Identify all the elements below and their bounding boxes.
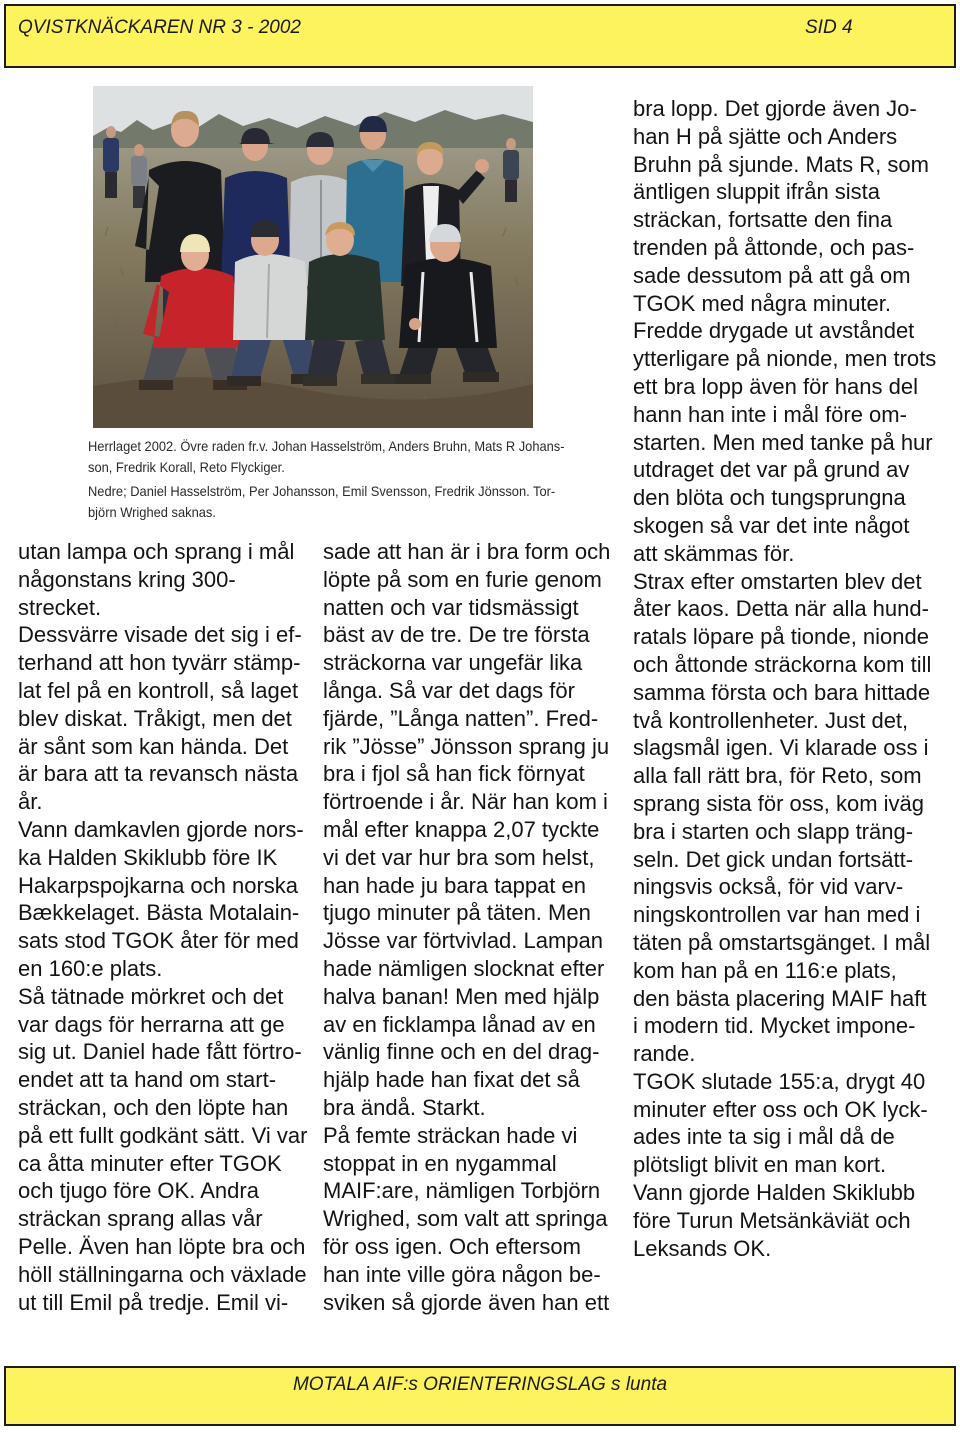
text-line: vi det var hur bra som helst, — [323, 844, 595, 870]
text-line: sträckan, och den löpte han — [18, 1094, 289, 1120]
text-line: löpte på som en furie genom — [323, 566, 602, 592]
text-line: sade att han är i bra form och — [323, 539, 611, 564]
text-line: och tjugo före OK. Andra — [18, 1178, 259, 1204]
text-line: äntligen sluppit ifrån sista — [633, 179, 881, 205]
text-line: i modern tid. Mycket impone- — [633, 1013, 916, 1039]
text-line: alla fall rätt bra, för Reto, som — [633, 763, 922, 789]
text-line: skogen så var det inte något — [633, 512, 910, 538]
text-line: ka Halden Skiklubb före IK — [18, 844, 278, 870]
text-line: ett bra lopp även för hans del — [633, 373, 918, 399]
text-line: Pelle. Även han löpte bra och — [18, 1233, 306, 1259]
text-line: halva banan! Men med hjälp — [323, 983, 600, 1009]
text-line: på ett fullt godkänt sätt. Vi var — [18, 1122, 308, 1148]
text-line: sviken så gjorde även han ett — [323, 1289, 610, 1315]
text-line: Fredde drygade ut avståndet — [633, 318, 915, 344]
text-line: två kontrollenheter. Just det, — [633, 707, 909, 733]
text-line: år. — [18, 789, 43, 815]
text-line: täten på omstartsgänget. I mål — [633, 929, 931, 955]
text-line: den bästa placering MAIF haft — [633, 985, 927, 1011]
text-line: utdraget det var på grund av — [633, 457, 910, 483]
text-line: någonstans kring 300- — [18, 566, 236, 592]
text-line: hjälp hade han fixat det så — [323, 1067, 580, 1093]
text-line: plötsligt blivit en man kort. — [633, 1152, 887, 1178]
text-line: höll ställningarna och växlade — [18, 1261, 307, 1287]
text-column-2 — [323, 538, 610, 1316]
text-line: sträckan sprang allas vår — [18, 1206, 263, 1232]
person-jacket — [305, 254, 385, 340]
header-banner — [4, 4, 956, 68]
person-fist — [475, 159, 489, 173]
person-hand — [409, 318, 421, 330]
text-line: den blöta och tungsprungna — [633, 485, 906, 511]
text-line: hade nämligen slocknat efter — [323, 955, 605, 981]
text-line: stoppat in en nygammal — [323, 1150, 557, 1176]
text-line: terhand att hon tyvärr stämp- — [18, 650, 301, 676]
text-line: trenden på åttonde, och pas- — [633, 234, 915, 260]
text-line: bra i starten och slapp träng- — [633, 818, 914, 844]
text-line: han hade ju bara tappat en — [323, 872, 587, 898]
text-line: hann han inte i mål före om- — [633, 401, 907, 427]
text-line: TGOK med några minuter. — [633, 290, 891, 316]
text-line: Vann gjorde Halden Skiklubb — [633, 1180, 916, 1206]
text-line: han H på sjätte och Anders — [633, 123, 898, 149]
text-line: är bara att ta revansch nästa — [18, 761, 299, 787]
text-line: sade dessutom på att gå om — [633, 262, 911, 288]
text-line: var dags för herrarna att ge — [18, 1011, 285, 1037]
text-line: TGOK slutade 155:a, drygt 40 — [633, 1068, 926, 1094]
text-line: och åttonde sträckorna kom till — [633, 651, 932, 677]
text-line: ratals löpare på tionde, nionde — [633, 624, 929, 650]
text-line: ningsvis också, för vid varv- — [633, 874, 904, 900]
text-line: vänlig finne och en del drag- — [323, 1039, 600, 1065]
text-line: Strax efter omstarten blev det — [633, 568, 922, 594]
text-line: Dessvärre visade det sig i ef- — [18, 622, 302, 648]
text-line: Vann damkavlen gjorde nors- — [18, 816, 304, 842]
text-line: blev diskat. Tråkigt, men det — [18, 705, 292, 731]
text-line: natten och var tidsmässigt — [323, 594, 579, 620]
footer-text: MOTALA AIF:s ORIENTERINGSLAG s lunta — [292, 1374, 668, 1395]
text-line: Bækkelaget. Bästa Motalain- — [18, 900, 300, 926]
text-column-1 — [18, 538, 307, 1316]
text-line: av en ficklampa lånad av en — [323, 1011, 596, 1037]
text-line: bra ändå. Starkt. — [323, 1094, 486, 1120]
caption-line: Nedre; Daniel Hasselström, Per Johansson, Emil Svensson, Fredrik Jönsson. Tor- — [88, 483, 556, 499]
text-line: MAIF:are, nämligen Torbjörn — [323, 1178, 601, 1204]
text-line: Leksands OK. — [633, 1235, 772, 1261]
text-line: utan lampa och sprang i mål — [18, 539, 295, 564]
text-line: är sånt som kan hända. Det — [18, 733, 289, 759]
page-number: SID 4 — [805, 17, 853, 38]
text-line: mål efter knappa 2,07 tyckte — [323, 816, 600, 842]
text-line: förtroende i år. När han kom i — [323, 789, 608, 815]
text-line: bra i fjol så han fick förnyat — [323, 761, 585, 787]
text-line: ut till Emil på tredje. Emil vi- — [18, 1289, 289, 1315]
text-line: sig ut. Daniel hade fått förtro- — [18, 1039, 302, 1065]
text-line: för oss igen. Och eftersom — [323, 1233, 581, 1259]
text-line: sats stod TGOK åter för med — [18, 928, 299, 954]
text-line: endet att ta hand om start- — [18, 1067, 277, 1093]
text-line: Bruhn på sjunde. Mats R, som — [633, 151, 929, 177]
text-line: strecket. — [18, 594, 102, 620]
person-jacket — [399, 258, 497, 348]
newsletter-title: QVISTKNÄCKAREN NR 3 - 2002 — [18, 17, 301, 38]
text-line: fjärde, ”Långa natten”. Fred- — [323, 705, 599, 731]
footer-banner — [4, 1366, 956, 1426]
text-line: Hakarpspojkarna och norska — [18, 872, 299, 898]
caption-line: björn Wrighed saknas. — [88, 503, 216, 520]
text-line: bra lopp. Det gjorde även Jo- — [633, 96, 917, 121]
text-line: På femte sträckan hade vi — [323, 1122, 578, 1148]
text-line: rande. — [633, 1041, 696, 1067]
text-line: åter kaos. Detta när alla hund- — [633, 596, 929, 622]
caption-line: Herrlaget 2002. Övre raden fr.v. Johan Hasselström, Anders Bruhn, Mats R Johans- — [88, 438, 565, 454]
caption-line: son, Fredrik Korall, Reto Flyckiger. — [88, 458, 285, 475]
text-line: minuter efter oss och OK lyck- — [633, 1096, 928, 1122]
person-jacket — [233, 254, 311, 340]
text-line: han inte ville göra någon be- — [323, 1261, 601, 1287]
text-line: sprang sista för oss, kom iväg — [633, 790, 925, 816]
text-line: starten. Men med tanke på hur — [633, 429, 933, 455]
group-photo — [93, 86, 533, 428]
text-line: kom han på en 116:e plats, — [633, 957, 897, 983]
text-line: ades inte ta sig i mål då de — [633, 1124, 895, 1150]
text-line: Jösse var förtvivlad. Lampan — [323, 928, 604, 954]
text-line: slagsmål igen. Vi klarade oss i — [633, 735, 929, 761]
text-line: ytterligare på nionde, men trots — [633, 346, 937, 372]
text-line: att skämmas för. — [633, 540, 795, 566]
text-column-3 — [633, 95, 936, 1262]
text-line: ningskontrollen var han med i — [633, 902, 921, 928]
text-line: Så tätnade mörkret och det — [18, 983, 284, 1009]
text-line: tjugo minuter på täten. Men — [323, 900, 591, 926]
text-line: bäst av de tre. De tre första — [323, 622, 590, 648]
text-line: Wrighed, som valt att springa — [323, 1206, 608, 1232]
text-line: sträckan, fortsatte den fina — [633, 207, 893, 233]
text-line: sträckorna var ungefär lika — [323, 650, 583, 676]
text-line: seln. Det gick undan fortsätt- — [633, 846, 914, 872]
text-line: långa. Så var det dags för — [323, 677, 575, 703]
photo-caption — [88, 436, 606, 522]
text-line: före Turun Metsänkäviät och — [633, 1207, 911, 1233]
text-line: lat fel på en kontroll, så laget — [18, 677, 299, 703]
text-line: ca åtta minuter efter TGOK — [18, 1150, 282, 1176]
text-line: en 160:e plats. — [18, 955, 163, 981]
text-line: rik ”Jösse” Jönsson sprang ju — [323, 733, 610, 759]
text-line: samma första och bara hittade — [633, 679, 931, 705]
